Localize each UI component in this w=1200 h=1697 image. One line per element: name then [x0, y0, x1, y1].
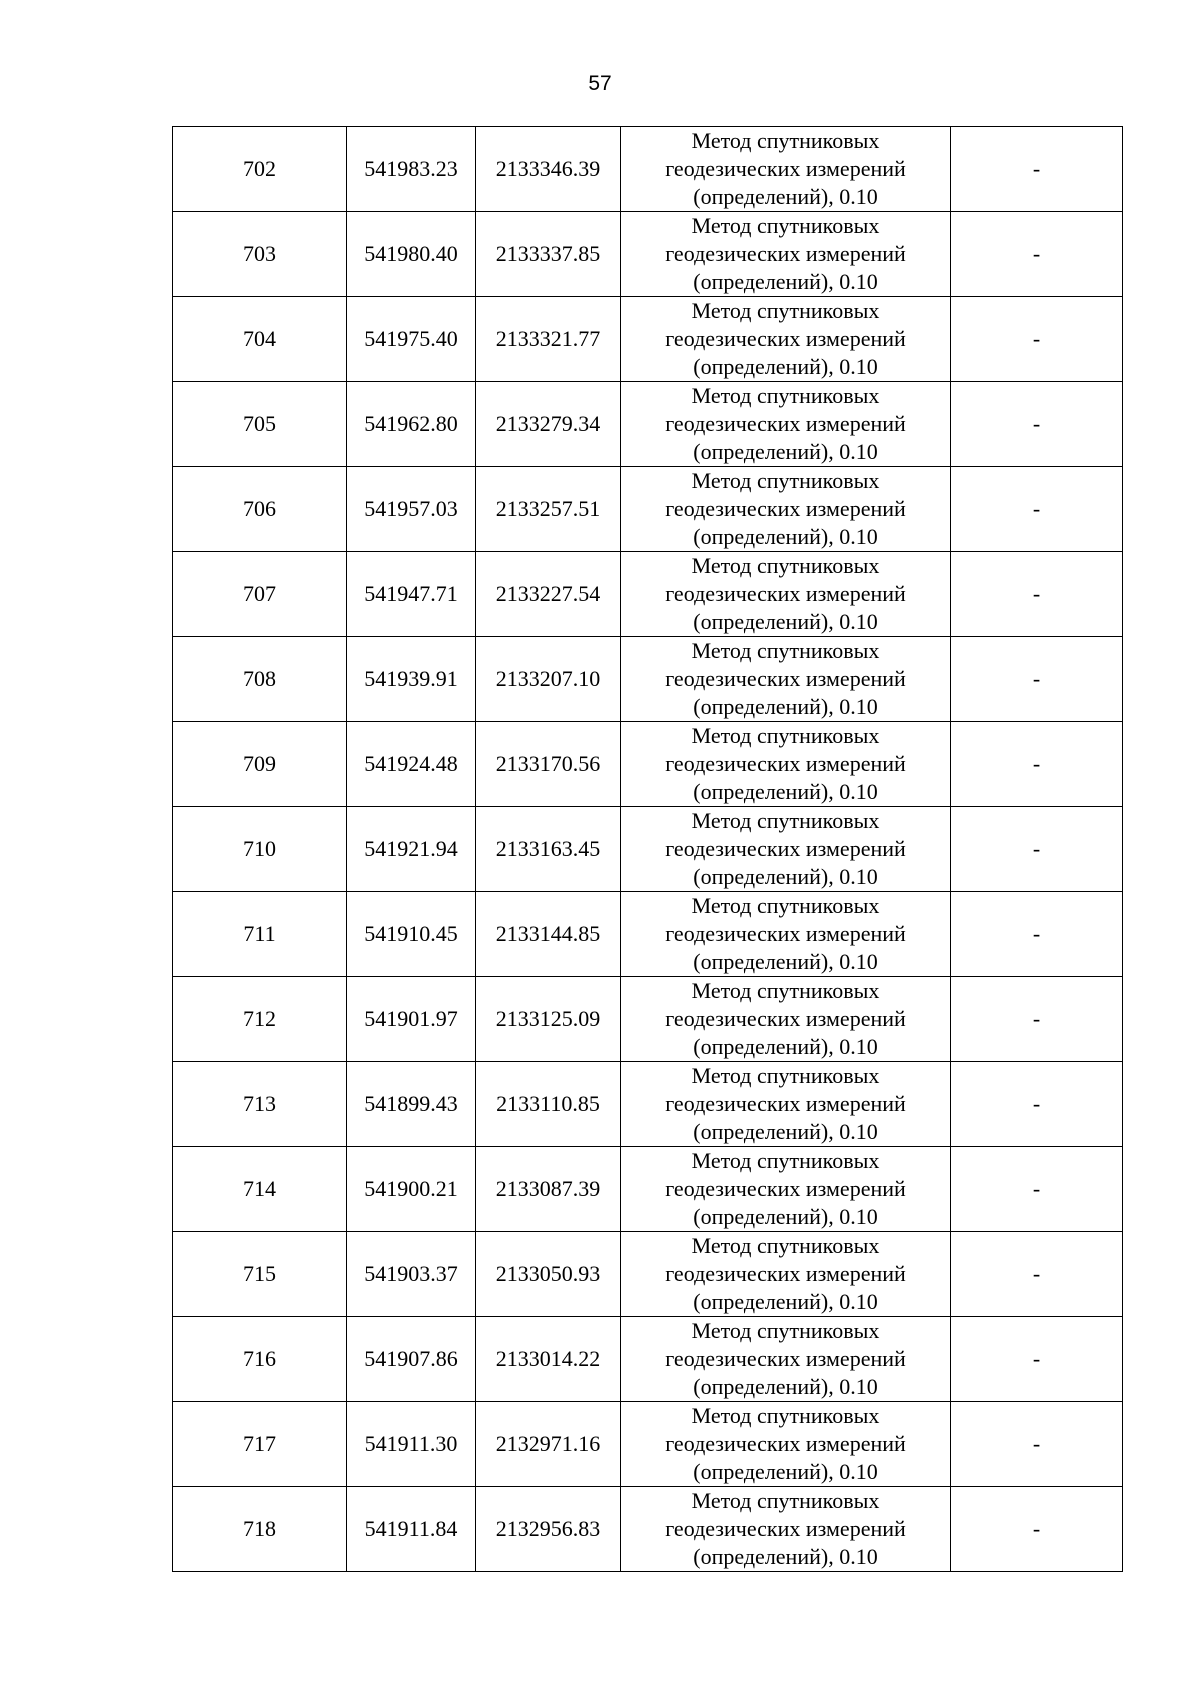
note-cell: -: [951, 1232, 1123, 1317]
method-text-line: геодезических измерений: [665, 326, 906, 351]
y-coordinate-cell: 2133321.77: [476, 297, 621, 382]
y-coordinate-cell: 2133279.34: [476, 382, 621, 467]
point-number-cell: 704: [173, 297, 347, 382]
note-cell: -: [951, 1402, 1123, 1487]
point-number-cell: 717: [173, 1402, 347, 1487]
note-cell: -: [951, 297, 1123, 382]
point-number-cell: 712: [173, 977, 347, 1062]
method-cell: [621, 977, 951, 1062]
y-coordinate-cell: 2133257.51: [476, 467, 621, 552]
method-cell: [621, 1402, 951, 1487]
note-cell: -: [951, 1062, 1123, 1147]
method-text-line: Метод спутниковых: [691, 553, 880, 578]
x-coordinate-cell: 541921.94: [347, 807, 476, 892]
method-text-line: Метод спутниковых: [691, 723, 880, 748]
x-coordinate-cell: 541901.97: [347, 977, 476, 1062]
table-row: [173, 1317, 1123, 1402]
y-coordinate-cell: 2133163.45: [476, 807, 621, 892]
method-text-line: геодезических измерений: [665, 411, 906, 436]
table-row: [173, 637, 1123, 722]
x-coordinate-cell: 541983.23: [347, 127, 476, 212]
method-text-line: геодезических измерений: [665, 836, 906, 861]
method-cell: [621, 1487, 951, 1572]
y-coordinate-cell: 2133227.54: [476, 552, 621, 637]
method-text-line: геодезических измерений: [665, 241, 906, 266]
method-cell: [621, 382, 951, 467]
method-text-line: (определений), 0.10: [693, 779, 878, 804]
method-cell: [621, 297, 951, 382]
table-row: [173, 977, 1123, 1062]
x-coordinate-cell: 541911.84: [347, 1487, 476, 1572]
y-coordinate-cell: 2133050.93: [476, 1232, 621, 1317]
y-coordinate-cell: 2133170.56: [476, 722, 621, 807]
method-text-line: Метод спутниковых: [691, 468, 880, 493]
point-number-cell: 713: [173, 1062, 347, 1147]
method-cell: [621, 1317, 951, 1402]
page-number: 57: [588, 72, 612, 95]
x-coordinate-cell: 541980.40: [347, 212, 476, 297]
x-coordinate-cell: 541903.37: [347, 1232, 476, 1317]
x-coordinate-cell: 541900.21: [347, 1147, 476, 1232]
x-coordinate-cell: 541911.30: [347, 1402, 476, 1487]
table-row: [173, 1232, 1123, 1317]
point-number-cell: 711: [173, 892, 347, 977]
point-number-cell: 718: [173, 1487, 347, 1572]
method-text-line: Метод спутниковых: [691, 383, 880, 408]
point-number-cell: 708: [173, 637, 347, 722]
method-cell: [621, 892, 951, 977]
method-text-line: Метод спутниковых: [691, 978, 880, 1003]
method-text-line: (определений), 0.10: [693, 184, 878, 209]
point-number-cell: 706: [173, 467, 347, 552]
note-cell: -: [951, 977, 1123, 1062]
table-row: [173, 552, 1123, 637]
x-coordinate-cell: 541975.40: [347, 297, 476, 382]
method-cell: [621, 1062, 951, 1147]
method-text-line: Метод спутниковых: [691, 638, 880, 663]
method-text-line: (определений), 0.10: [693, 949, 878, 974]
method-text-line: (определений), 0.10: [693, 694, 878, 719]
method-text-line: (определений), 0.10: [693, 1374, 878, 1399]
method-text-line: (определений), 0.10: [693, 1459, 878, 1484]
method-text-line: Метод спутниковых: [691, 1063, 880, 1088]
x-coordinate-cell: 541939.91: [347, 637, 476, 722]
note-cell: -: [951, 552, 1123, 637]
method-text-line: (определений), 0.10: [693, 1034, 878, 1059]
method-cell: [621, 127, 951, 212]
method-text-line: (определений), 0.10: [693, 609, 878, 634]
note-cell: -: [951, 382, 1123, 467]
method-text-line: Метод спутниковых: [691, 1488, 880, 1513]
method-text-line: (определений), 0.10: [693, 1544, 878, 1569]
point-number-cell: 710: [173, 807, 347, 892]
table-row: [173, 1147, 1123, 1232]
point-number-cell: 707: [173, 552, 347, 637]
method-cell: [621, 1232, 951, 1317]
method-text-line: (определений), 0.10: [693, 1119, 878, 1144]
method-text-line: (определений), 0.10: [693, 524, 878, 549]
method-text-line: Метод спутниковых: [691, 128, 880, 153]
table-row: [173, 297, 1123, 382]
method-cell: [621, 722, 951, 807]
point-number-cell: 714: [173, 1147, 347, 1232]
y-coordinate-cell: 2133337.85: [476, 212, 621, 297]
method-text-line: геодезических измерений: [665, 1516, 906, 1541]
method-text-line: геодезических измерений: [665, 581, 906, 606]
method-cell: [621, 807, 951, 892]
method-text-line: Метод спутниковых: [691, 1318, 880, 1343]
method-text-line: (определений), 0.10: [693, 439, 878, 464]
method-text-line: Метод спутниковых: [691, 1403, 880, 1428]
y-coordinate-cell: 2133207.10: [476, 637, 621, 722]
note-cell: -: [951, 467, 1123, 552]
y-coordinate-cell: 2133346.39: [476, 127, 621, 212]
y-coordinate-cell: 2133110.85: [476, 1062, 621, 1147]
coordinates-table: [172, 126, 1123, 1572]
method-cell: [621, 467, 951, 552]
method-cell: [621, 552, 951, 637]
point-number-cell: 702: [173, 127, 347, 212]
table-row: [173, 212, 1123, 297]
coordinates-table-body: [173, 127, 1123, 1572]
x-coordinate-cell: 541907.86: [347, 1317, 476, 1402]
method-text-line: геодезических измерений: [665, 156, 906, 181]
method-text-line: Метод спутниковых: [691, 298, 880, 323]
x-coordinate-cell: 541957.03: [347, 467, 476, 552]
note-cell: -: [951, 1317, 1123, 1402]
point-number-cell: 703: [173, 212, 347, 297]
point-number-cell: 705: [173, 382, 347, 467]
table-row: [173, 1487, 1123, 1572]
note-cell: -: [951, 807, 1123, 892]
table-row: [173, 127, 1123, 212]
method-text-line: Метод спутниковых: [691, 808, 880, 833]
note-cell: -: [951, 212, 1123, 297]
method-text-line: (определений), 0.10: [693, 354, 878, 379]
method-text-line: геодезических измерений: [665, 1261, 906, 1286]
x-coordinate-cell: 541910.45: [347, 892, 476, 977]
method-text-line: геодезических измерений: [665, 751, 906, 776]
method-text-line: (определений), 0.10: [693, 1204, 878, 1229]
y-coordinate-cell: 2133087.39: [476, 1147, 621, 1232]
method-text-line: Метод спутниковых: [691, 893, 880, 918]
method-text-line: геодезических измерений: [665, 921, 906, 946]
method-text-line: (определений), 0.10: [693, 1289, 878, 1314]
y-coordinate-cell: 2132956.83: [476, 1487, 621, 1572]
method-text-line: Метод спутниковых: [691, 213, 880, 238]
y-coordinate-cell: 2133014.22: [476, 1317, 621, 1402]
method-text-line: геодезических измерений: [665, 666, 906, 691]
point-number-cell: 715: [173, 1232, 347, 1317]
note-cell: -: [951, 637, 1123, 722]
method-cell: [621, 1147, 951, 1232]
method-cell: [621, 212, 951, 297]
table-row: [173, 892, 1123, 977]
method-text-line: геодезических измерений: [665, 1006, 906, 1031]
method-text-line: геодезических измерений: [665, 1176, 906, 1201]
y-coordinate-cell: 2133144.85: [476, 892, 621, 977]
table-row: [173, 467, 1123, 552]
table-row: [173, 807, 1123, 892]
method-text-line: Метод спутниковых: [691, 1148, 880, 1173]
note-cell: -: [951, 127, 1123, 212]
x-coordinate-cell: 541962.80: [347, 382, 476, 467]
method-text-line: (определений), 0.10: [693, 269, 878, 294]
note-cell: -: [951, 892, 1123, 977]
table-row: [173, 382, 1123, 467]
table-row: [173, 722, 1123, 807]
y-coordinate-cell: 2132971.16: [476, 1402, 621, 1487]
x-coordinate-cell: 541899.43: [347, 1062, 476, 1147]
method-text-line: Метод спутниковых: [691, 1233, 880, 1258]
point-number-cell: 709: [173, 722, 347, 807]
x-coordinate-cell: 541924.48: [347, 722, 476, 807]
note-cell: -: [951, 722, 1123, 807]
method-text-line: геодезических измерений: [665, 1346, 906, 1371]
x-coordinate-cell: 541947.71: [347, 552, 476, 637]
table-row: [173, 1062, 1123, 1147]
method-text-line: геодезических измерений: [665, 1431, 906, 1456]
table-row: [173, 1402, 1123, 1487]
method-cell: [621, 637, 951, 722]
note-cell: -: [951, 1147, 1123, 1232]
method-text-line: (определений), 0.10: [693, 864, 878, 889]
method-text-line: геодезических измерений: [665, 1091, 906, 1116]
point-number-cell: 716: [173, 1317, 347, 1402]
method-text-line: геодезических измерений: [665, 496, 906, 521]
note-cell: -: [951, 1487, 1123, 1572]
y-coordinate-cell: 2133125.09: [476, 977, 621, 1062]
